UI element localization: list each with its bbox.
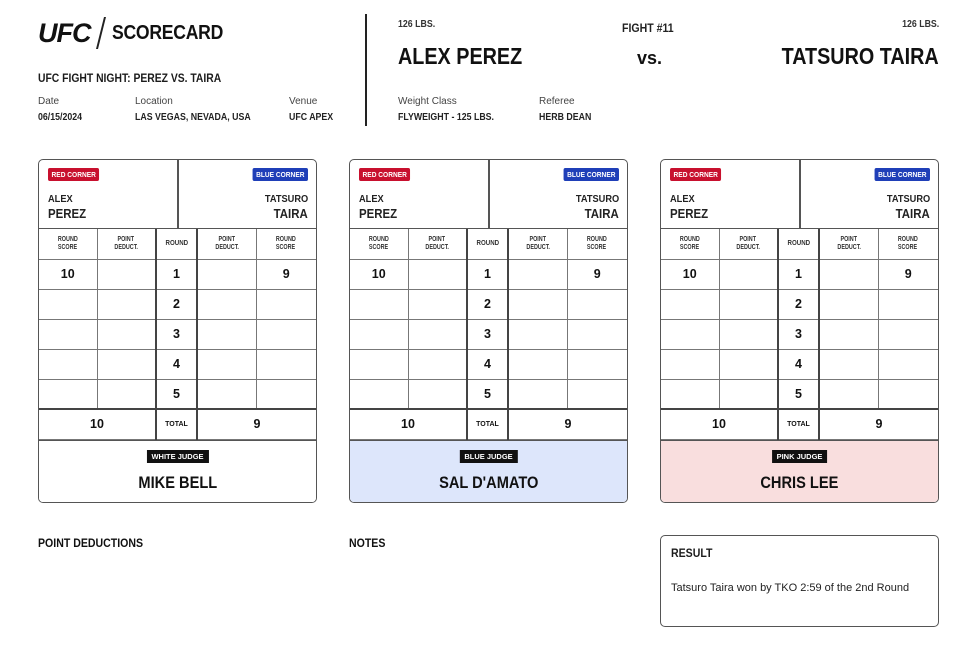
red-round-score <box>350 349 408 379</box>
red-round-score <box>661 319 719 349</box>
red-fighter-last-name: PEREZ <box>670 206 709 221</box>
red-point-deduct <box>719 259 778 289</box>
blue-fighter-last-name: TAIRA <box>584 206 619 221</box>
round-number: 1 <box>156 259 197 289</box>
location-label: Location <box>135 96 173 107</box>
corner-header <box>39 160 316 229</box>
round-row <box>39 319 316 349</box>
judge-scorecard-1 <box>38 159 317 503</box>
blue-round-score-header: ROUND SCORE <box>256 229 316 259</box>
date-label: Date <box>38 96 60 107</box>
blue-round-score: 9 <box>256 259 316 289</box>
blue-fighter-first-name: TATSURO <box>264 193 308 205</box>
blue-point-deduct <box>819 319 878 349</box>
red-total-score: 10 <box>661 409 778 439</box>
venue-label: Venue <box>289 96 318 107</box>
point-deductions-heading: POINT DEDUCTIONS <box>38 536 144 550</box>
score-table <box>39 229 316 440</box>
round-number: 3 <box>156 319 197 349</box>
judge-scorecard-2 <box>349 159 628 503</box>
blue-round-score <box>256 289 316 319</box>
blue-point-deduct <box>819 349 878 379</box>
red-round-score: 10 <box>661 259 719 289</box>
blue-point-deduct-header: POINT DEDUCT. <box>819 229 878 259</box>
red-point-deduct <box>408 259 467 289</box>
red-point-deduct-header: POINT DEDUCT. <box>97 229 156 259</box>
judge-area <box>39 440 316 503</box>
blue-point-deduct <box>197 349 256 379</box>
blue-fighter-last-name: TAIRA <box>895 206 930 221</box>
blue-round-score <box>256 349 316 379</box>
red-round-score <box>350 319 408 349</box>
red-round-score <box>350 379 408 409</box>
judge-area <box>350 440 627 503</box>
blue-fighter-first-name: TATSURO <box>575 193 619 205</box>
red-point-deduct <box>719 379 778 409</box>
round-row <box>39 289 316 319</box>
judge-badge: WHITE JUDGE <box>146 450 208 463</box>
red-total-score: 10 <box>350 409 467 439</box>
red-fighter-first-name: ALEX <box>670 193 695 205</box>
round-number: 1 <box>778 259 819 289</box>
total-label: TOTAL <box>467 409 508 439</box>
judge-name: SAL D'AMATO <box>438 473 539 492</box>
blue-point-deduct <box>508 319 567 349</box>
score-table <box>661 229 938 440</box>
red-fighter-first-name: ALEX <box>359 193 384 205</box>
total-label: TOTAL <box>778 409 819 439</box>
round-number: 5 <box>778 379 819 409</box>
round-number: 3 <box>778 319 819 349</box>
totals-row <box>661 409 938 439</box>
judge-area <box>661 440 938 503</box>
round-row <box>350 289 627 319</box>
round-row <box>39 259 316 289</box>
round-number: 5 <box>467 379 508 409</box>
ufc-logo-text: UFC <box>38 17 91 48</box>
red-round-score <box>661 289 719 319</box>
round-row <box>39 379 316 409</box>
round-number: 2 <box>778 289 819 319</box>
location-value: LAS VEGAS, NEVADA, USA <box>135 112 251 123</box>
round-number: 2 <box>467 289 508 319</box>
round-number: 5 <box>156 379 197 409</box>
red-total-score: 10 <box>39 409 156 439</box>
date-value: 06/15/2024 <box>38 112 83 123</box>
blue-round-score <box>256 319 316 349</box>
red-round-score <box>661 349 719 379</box>
red-point-deduct-header: POINT DEDUCT. <box>408 229 467 259</box>
venue-value: UFC APEX <box>289 112 334 123</box>
blue-round-score <box>878 319 938 349</box>
red-round-score <box>39 379 97 409</box>
judge-badge: BLUE JUDGE <box>459 450 517 463</box>
referee-label: Referee <box>539 96 575 107</box>
score-table-header <box>661 229 938 259</box>
red-point-deduct <box>97 259 156 289</box>
red-point-deduct <box>408 379 467 409</box>
red-fighter-name: ALEX PEREZ <box>398 43 523 69</box>
notes-heading: NOTES <box>349 536 386 550</box>
totals-row <box>39 409 316 439</box>
blue-point-deduct <box>819 379 878 409</box>
blue-point-deduct <box>508 289 567 319</box>
judge-name: CHRIS LEE <box>760 473 839 492</box>
red-round-score <box>39 319 97 349</box>
red-round-score-header: ROUND SCORE <box>39 229 97 259</box>
round-row <box>661 289 938 319</box>
blue-point-deduct <box>508 349 567 379</box>
blue-fighter-first-name: TATSURO <box>886 193 930 205</box>
red-point-deduct-header: POINT DEDUCT. <box>719 229 778 259</box>
red-corner-badge: RED CORNER <box>359 168 410 181</box>
corner-header <box>350 160 627 229</box>
score-table <box>350 229 627 440</box>
red-point-deduct <box>97 349 156 379</box>
weight-class-value: FLYWEIGHT - 125 LBS. <box>398 112 495 123</box>
round-number: 4 <box>156 349 197 379</box>
round-row <box>39 349 316 379</box>
blue-round-score: 9 <box>567 259 627 289</box>
blue-round-score <box>878 379 938 409</box>
blue-total-score: 9 <box>197 409 316 439</box>
blue-corner-badge: BLUE CORNER <box>564 168 619 181</box>
red-fighter-first-name: ALEX <box>48 193 73 205</box>
totals-row <box>350 409 627 439</box>
red-round-score: 10 <box>350 259 408 289</box>
red-point-deduct <box>719 289 778 319</box>
blue-point-deduct <box>197 259 256 289</box>
round-header: ROUND <box>156 229 197 259</box>
result-box <box>660 535 939 627</box>
blue-round-score-header: ROUND SCORE <box>878 229 938 259</box>
blue-fighter-weight: 126 LBS. <box>901 19 939 30</box>
blue-round-score <box>256 379 316 409</box>
round-number: 4 <box>778 349 819 379</box>
red-point-deduct <box>408 319 467 349</box>
red-corner-badge: RED CORNER <box>48 168 99 181</box>
versus-label: vs. <box>637 48 663 68</box>
round-row <box>661 349 938 379</box>
red-point-deduct <box>408 349 467 379</box>
weight-class-label: Weight Class <box>398 96 457 107</box>
round-header: ROUND <box>778 229 819 259</box>
red-point-deduct <box>719 319 778 349</box>
score-table-header <box>350 229 627 259</box>
red-point-deduct <box>97 289 156 319</box>
logo-divider <box>96 17 106 49</box>
blue-round-score <box>567 289 627 319</box>
blue-total-score: 9 <box>819 409 938 439</box>
referee-value: HERB DEAN <box>539 112 592 123</box>
judge-scorecard-3 <box>660 159 939 503</box>
blue-point-deduct <box>819 259 878 289</box>
red-round-score <box>350 289 408 319</box>
round-row <box>350 319 627 349</box>
round-row <box>350 349 627 379</box>
blue-round-score <box>567 379 627 409</box>
round-number: 1 <box>467 259 508 289</box>
red-point-deduct <box>97 319 156 349</box>
ufc-scorecard-logo <box>38 16 238 50</box>
header-divider <box>365 14 367 126</box>
blue-corner-badge: BLUE CORNER <box>253 168 308 181</box>
red-fighter-last-name: PEREZ <box>359 206 398 221</box>
red-point-deduct <box>97 379 156 409</box>
round-number: 3 <box>467 319 508 349</box>
blue-total-score: 9 <box>508 409 627 439</box>
judge-badge: PINK JUDGE <box>772 450 828 463</box>
scorecard-title: SCORECARD <box>111 21 223 44</box>
blue-fighter-last-name: TAIRA <box>273 206 308 221</box>
blue-point-deduct-header: POINT DEDUCT. <box>197 229 256 259</box>
blue-corner-badge: BLUE CORNER <box>875 168 930 181</box>
round-row <box>661 379 938 409</box>
blue-point-deduct <box>508 259 567 289</box>
corner-header <box>661 160 938 229</box>
corner-divider <box>488 160 490 229</box>
blue-point-deduct-header: POINT DEDUCT. <box>508 229 567 259</box>
blue-round-score: 9 <box>878 259 938 289</box>
corner-divider <box>799 160 801 229</box>
result-text: Tatsuro Taira won by TKO 2:59 of the 2nd Round <box>671 582 910 594</box>
round-row <box>661 259 938 289</box>
red-round-score-header: ROUND SCORE <box>661 229 719 259</box>
result-title: RESULT <box>671 546 713 560</box>
total-label: TOTAL <box>156 409 197 439</box>
score-table-header <box>39 229 316 259</box>
red-round-score <box>661 379 719 409</box>
red-round-score <box>39 289 97 319</box>
red-round-score <box>39 349 97 379</box>
red-corner-badge: RED CORNER <box>670 168 721 181</box>
judge-name: MIKE BELL <box>138 473 217 492</box>
blue-point-deduct <box>508 379 567 409</box>
blue-round-score <box>878 289 938 319</box>
fight-number: FIGHT #11 <box>622 21 674 35</box>
round-number: 4 <box>467 349 508 379</box>
red-fighter-last-name: PEREZ <box>48 206 87 221</box>
blue-fighter-name: TATSURO TAIRA <box>781 43 939 69</box>
blue-point-deduct <box>819 289 878 319</box>
blue-point-deduct <box>197 379 256 409</box>
blue-round-score-header: ROUND SCORE <box>567 229 627 259</box>
red-round-score-header: ROUND SCORE <box>350 229 408 259</box>
event-title: UFC FIGHT NIGHT: PEREZ VS. TAIRA <box>38 73 222 85</box>
blue-round-score <box>567 349 627 379</box>
blue-point-deduct <box>197 319 256 349</box>
red-point-deduct <box>719 349 778 379</box>
red-fighter-weight: 126 LBS. <box>398 19 436 30</box>
corner-divider <box>177 160 179 229</box>
round-row <box>661 319 938 349</box>
round-row <box>350 259 627 289</box>
round-row <box>350 379 627 409</box>
red-point-deduct <box>408 289 467 319</box>
blue-round-score <box>567 319 627 349</box>
round-header: ROUND <box>467 229 508 259</box>
blue-point-deduct <box>197 289 256 319</box>
red-round-score: 10 <box>39 259 97 289</box>
round-number: 2 <box>156 289 197 319</box>
blue-round-score <box>878 349 938 379</box>
